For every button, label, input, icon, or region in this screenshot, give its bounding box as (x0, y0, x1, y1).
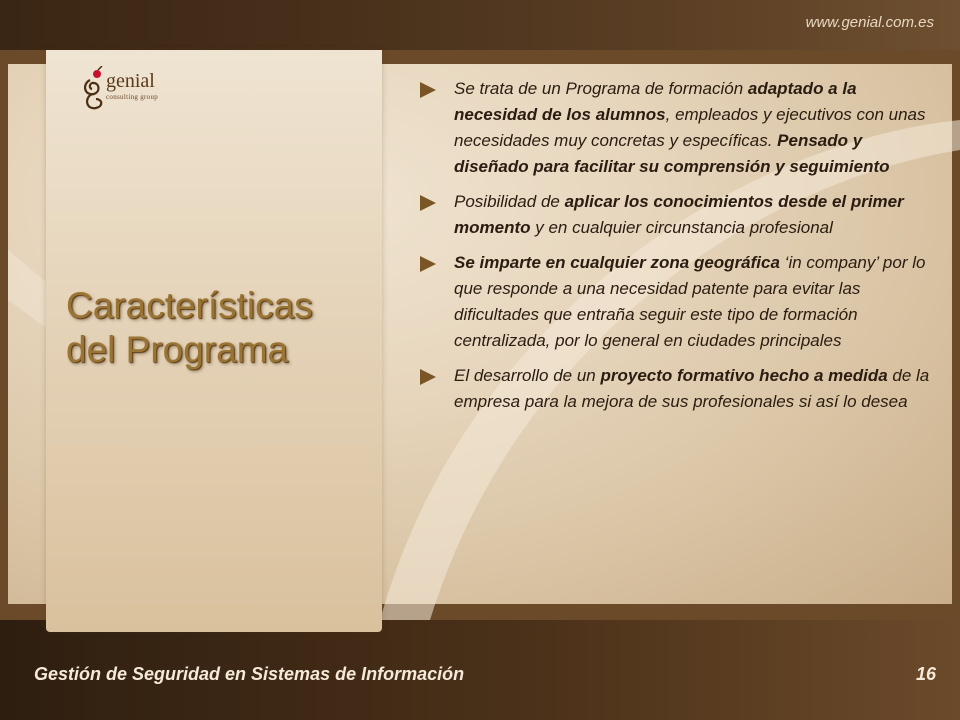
bullet-emphasis: adaptado a la necesidad de los alumnos (454, 79, 857, 124)
bullet-text (454, 366, 929, 411)
bullet-text (454, 79, 926, 176)
logo-subtitle: consulting group (106, 93, 159, 101)
bullet-segment: , empleados y ejecutivos con unas necesidades muy concretas y específicas. (454, 105, 926, 150)
bullet-segment: de la empresa para la mejora de sus profesionales si así lo desea (454, 366, 930, 411)
bullet-emphasis: Pensado y diseñado para facilitar su comprensión y seguimiento (454, 131, 890, 176)
bullet-item (418, 250, 938, 354)
bullet-item (418, 363, 938, 415)
website-url: www.genial.com.es (805, 14, 934, 31)
bullet-segment: ‘in company’ por lo que responde a una necesidad patente para evitar las dificultades que entraña seguir este tipo de formación centralizada, por lo general en ciudades principales (454, 253, 926, 350)
bullet-item (418, 76, 938, 180)
bullet-emphasis: proyecto formativo hecho a medida (600, 366, 888, 385)
slide-title-line2: del Programa (66, 329, 289, 370)
arrow-bullet-icon (420, 82, 436, 98)
arrow-bullet-icon (420, 256, 436, 272)
slide-title (66, 284, 366, 372)
bullet-emphasis: Se imparte en cualquier zona geográfica (454, 253, 780, 272)
bullet-segment: y en cualquier circunstancia profesional (530, 218, 833, 237)
arrow-bullet-icon (420, 195, 436, 211)
bullet-item (418, 189, 938, 241)
slide-title-line1: Características (66, 285, 313, 326)
logo-wordmark: genial (106, 70, 155, 92)
footer-title: Gestión de Seguridad en Sistemas de Información (34, 664, 465, 684)
bullet-list (418, 76, 938, 424)
page-number: 16 (915, 664, 936, 684)
bullet-text (454, 253, 925, 350)
bullet-text (454, 192, 904, 237)
bullet-segment: Posibilidad de (454, 192, 565, 211)
bullet-segment: El desarrollo de un (454, 366, 601, 385)
bullet-emphasis: aplicar los conocimientos desde el primer momento (454, 192, 904, 237)
bullet-segment: Se trata de un Programa de formación (454, 79, 748, 98)
arrow-bullet-icon (420, 369, 436, 385)
